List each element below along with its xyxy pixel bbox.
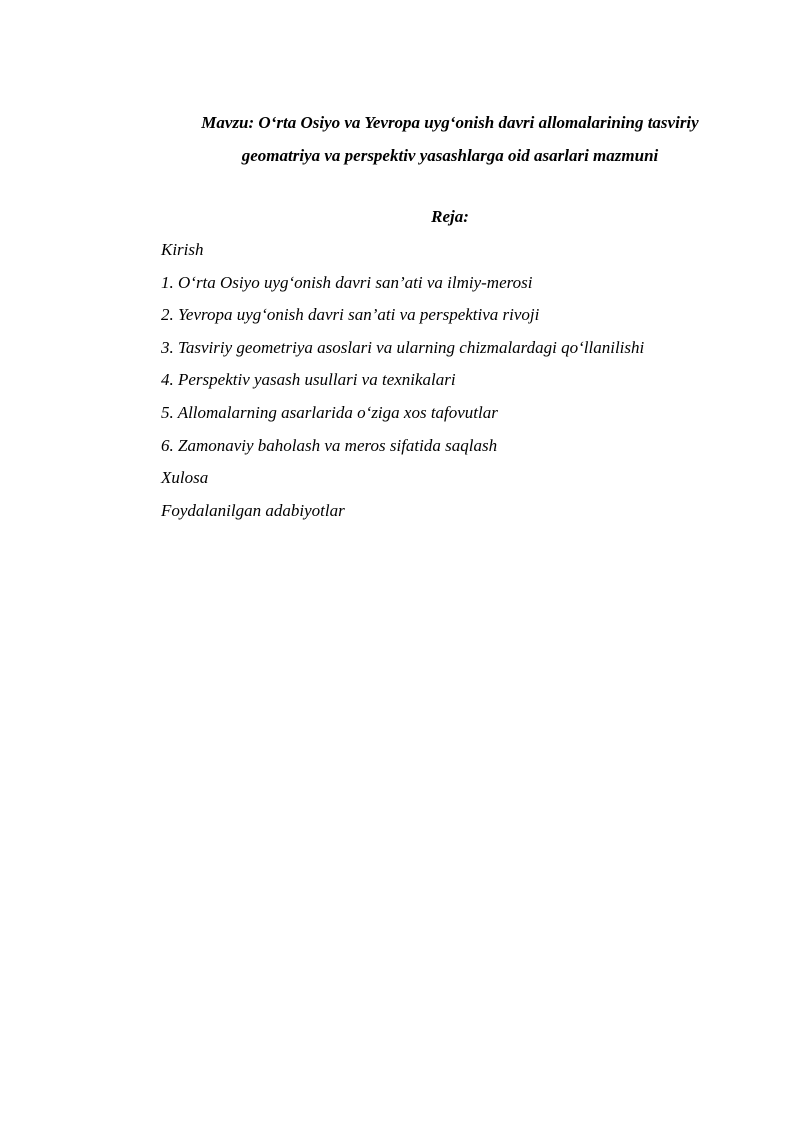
plan-item-introduction: Kirish xyxy=(161,240,204,259)
title-line-2: geomatriya va perspektiv yasashlarga oid asarlari mazmuni xyxy=(241,146,659,165)
title-line-1: Mavzu: O‘rta Osiyo va Yevropa uyg‘onish davri allomalarining tasviriy xyxy=(201,113,699,132)
plan-item-2: 2. Yevropa uyg‘onish davri san’ati va perspektiva rivoji xyxy=(161,305,540,325)
plan-item-references: Foydalanilgan adabiyotlar xyxy=(161,500,345,520)
plan-heading: Reja: xyxy=(431,207,469,226)
plan-item-6: 6. Zamonaviy baholash va meros sifatida saqlash xyxy=(161,435,498,455)
plan-item-4: 4. Perspektiv yasash usullari va texnikalari xyxy=(161,370,456,390)
plan-item-3: 3. Tasviriy geometriya asoslari va ularning chizmalardagi qo‘llanilishi xyxy=(161,337,645,357)
plan-item-5: 5. Allomalarning asarlarida o‘ziga xos tafovutlar xyxy=(161,402,498,422)
plan-item-1: 1. O‘rta Osiyo uyg‘onish davri san’ati va ilmiy-merosi xyxy=(161,272,533,292)
plan-item-conclusion: Xulosa xyxy=(161,468,209,488)
document-title xyxy=(150,106,750,172)
plan-list xyxy=(161,234,644,527)
